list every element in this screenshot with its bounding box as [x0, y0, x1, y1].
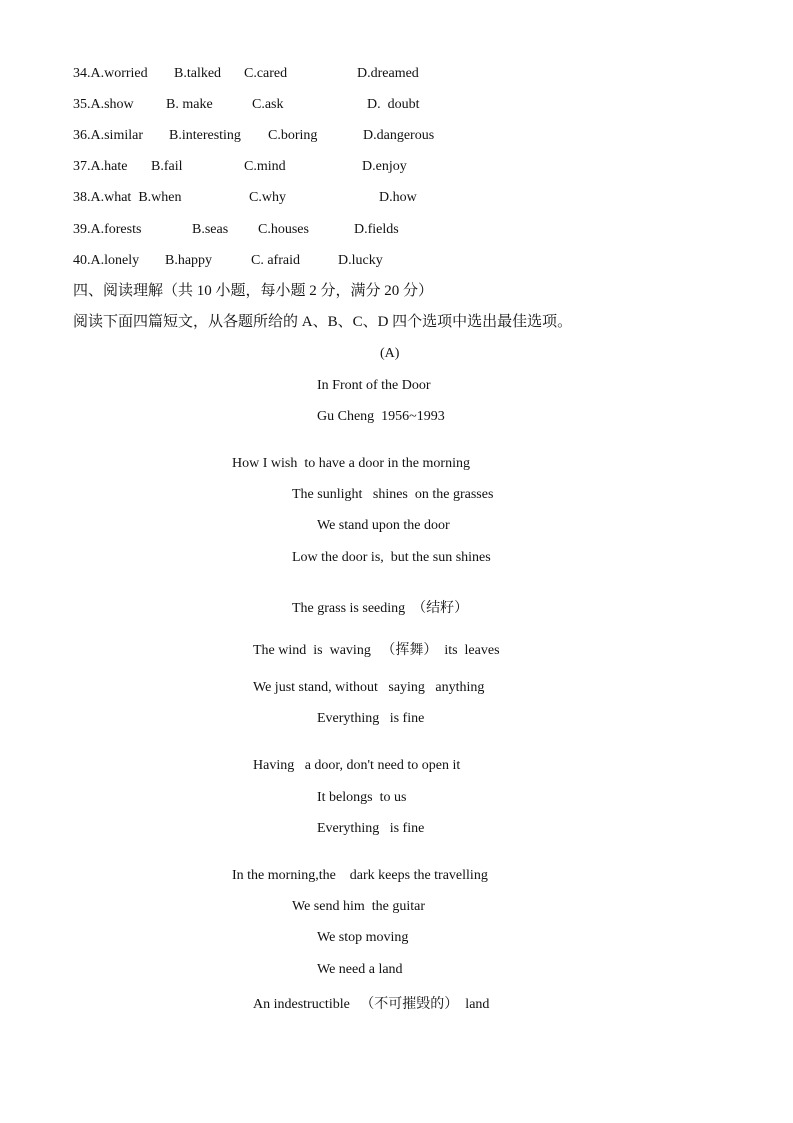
option-d: D.enjoy	[362, 159, 407, 174]
option-b: B.interesting	[169, 128, 241, 143]
option-b: B. make	[166, 97, 213, 112]
poem-line: We just stand, without saying anything	[253, 680, 485, 695]
option-d: D.lucky	[338, 253, 383, 268]
poem-line: The sunlight shines on the grasses	[292, 487, 494, 502]
option-a: 35.A.show	[73, 97, 134, 112]
option-c: C. afraid	[251, 253, 300, 268]
option-a: 34.A.worried	[73, 66, 148, 81]
poem-line: The grass is seeding （结籽）	[292, 601, 469, 616]
poem-line: An indestructible （不可摧毁的） land	[253, 997, 490, 1012]
option-c: C.cared	[244, 66, 288, 81]
poem-line: Low the door is, but the sun shines	[292, 550, 491, 565]
poem-line: How I wish to have a door in the morning	[232, 456, 470, 471]
option-b: B.fail	[151, 159, 183, 174]
poem-line: Having a door, don't need to open it	[253, 758, 461, 773]
poem-line: We need a land	[317, 962, 403, 977]
poem-line: We stop moving	[317, 930, 409, 945]
poem-title: In Front of the Door	[317, 378, 431, 393]
option-c: C.boring	[268, 128, 318, 143]
option-c: C.mind	[244, 159, 286, 174]
option-b: B.talked	[174, 66, 222, 81]
option-c: C.ask	[252, 97, 284, 112]
option-b: B.seas	[192, 222, 229, 237]
poem-line: Everything is fine	[317, 711, 425, 726]
option-b: B.happy	[165, 253, 213, 268]
section-instruction: 阅读下面四篇短文，从各题所给的 A、B、C、D 四个选项中选出最佳选项。	[73, 314, 573, 330]
option-a: 37.A.hate	[73, 159, 128, 174]
option-a: 39.A.forests	[73, 222, 142, 237]
section-heading: 四、阅读理解（共 10 小题，每小题 2 分，满分 20 分）	[73, 283, 434, 299]
option-d: D.how	[379, 190, 417, 205]
option-a: 40.A.lonely	[73, 253, 140, 268]
poem-line: Everything is fine	[317, 821, 425, 836]
poem-line: We stand upon the door	[317, 518, 450, 533]
option-a-b: 38.A.what B.when	[73, 190, 182, 205]
poem-author: Gu Cheng 1956~1993	[317, 409, 445, 424]
option-d: D.dreamed	[357, 66, 419, 81]
option-d: D. doubt	[367, 97, 420, 112]
poem-line: We send him the guitar	[292, 899, 426, 914]
poem-line: It belongs to us	[317, 790, 407, 805]
poem-line: In the morning,the dark keeps the travelling	[232, 868, 488, 883]
option-c: C.houses	[258, 222, 309, 237]
option-d: D.fields	[354, 222, 399, 237]
option-d: D.dangerous	[363, 128, 435, 143]
option-a: 36.A.similar	[73, 128, 143, 143]
passage-label: (A)	[380, 346, 400, 361]
poem-line: The wind is waving （挥舞） its leaves	[253, 643, 500, 658]
option-c: C.why	[249, 190, 286, 205]
